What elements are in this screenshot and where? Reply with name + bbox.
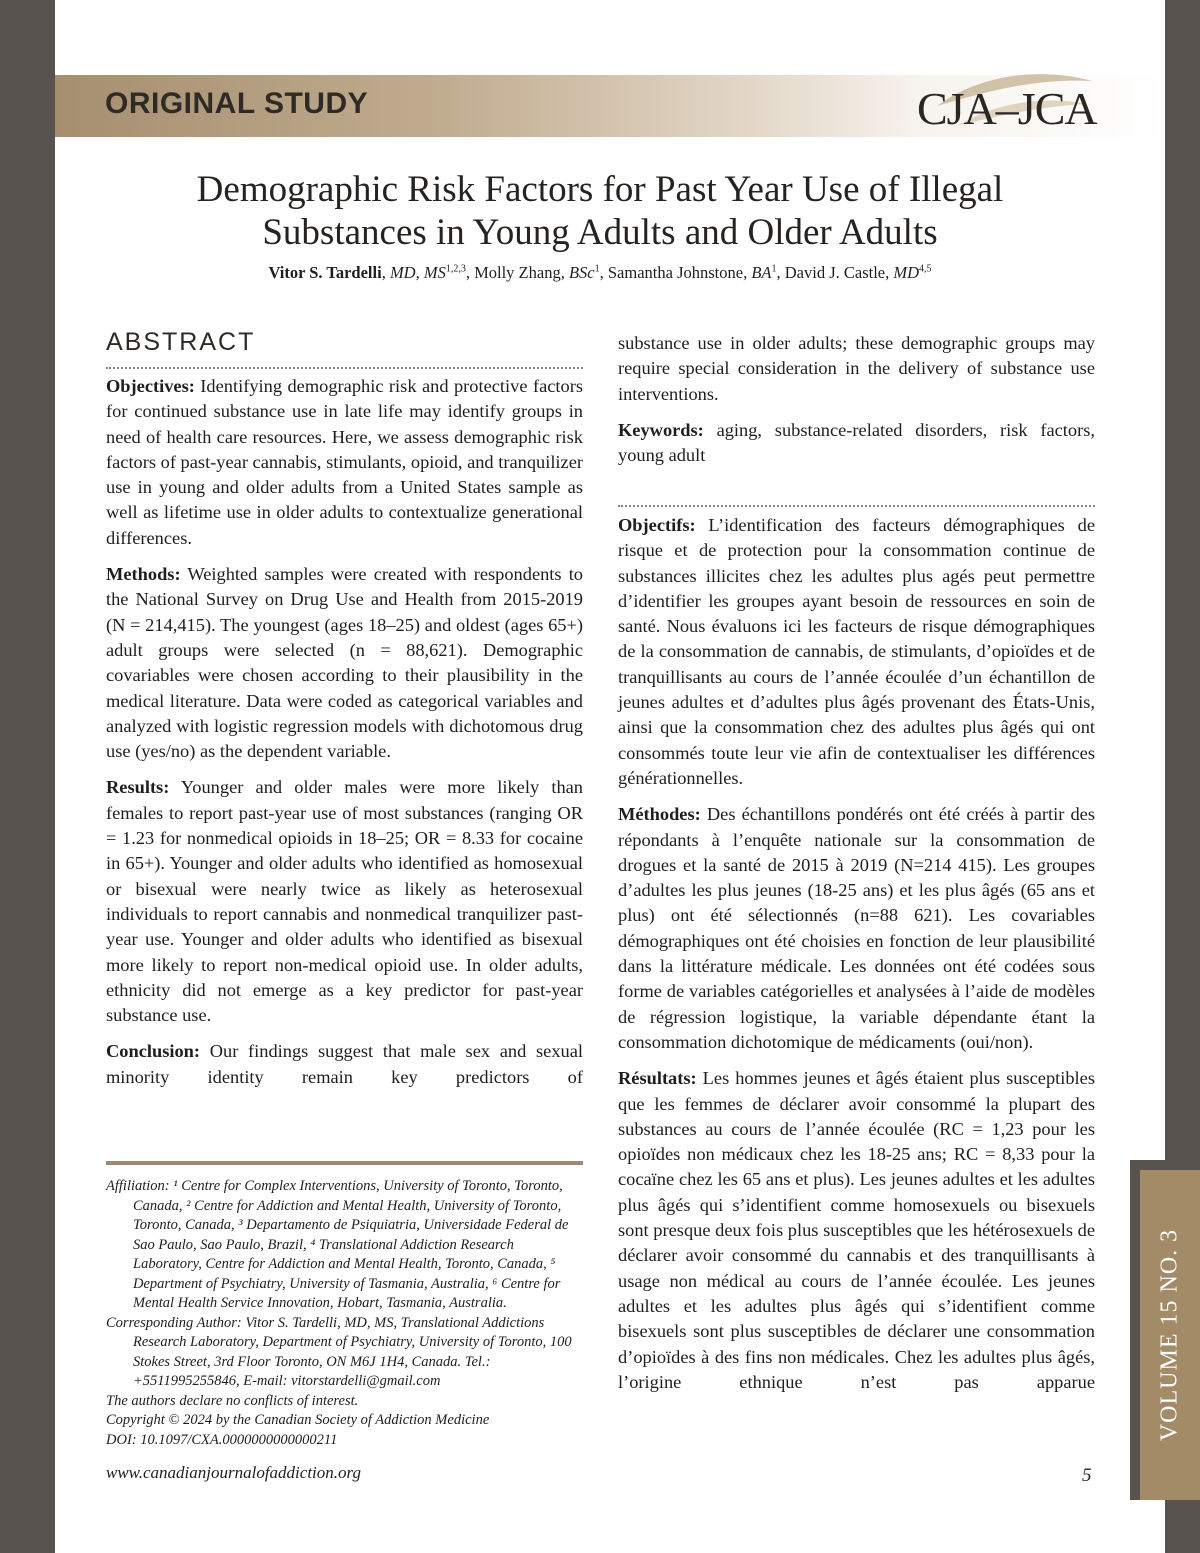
journal-logo: [917, 66, 1097, 138]
methods-paragraph: [106, 562, 583, 764]
objectives-paragraph: [106, 374, 583, 551]
affiliation-text: Affiliation: ¹ Centre for Complex Interventions, University of Toronto, Toronto, Canada, ² Centre for Addiction and Mental Health, University of Toronto, Toronto, Canada, ³ Departamento de Psiquiatria, Universidade Federal de Sao Paulo, Sao Paulo, Brazil, ⁴ Translational Addiction Research Laboratory, Centre for Addiction and Mental Health, Toronto, Canada, ⁵ Department of Psychiatry, University of Tasmania, Australia, ⁶ Centre for Mental Health Service Innovation, Hobart, Tasmania, Australia.: [106, 1178, 569, 1311]
methods-label: Methods:: [106, 564, 181, 585]
doi: DOI: 10.1097/CXA.0000000000000211: [106, 1431, 338, 1448]
resume-column: [618, 513, 1095, 1406]
affiliation-block: [106, 1177, 576, 1450]
author-list: Vitor S. Tardelli, MD, MS$^{1,2,3}$, Molly Zhang, BSc$^1$, Samantha Johnstone, $BA^1$, David J. Castle, MD$^{4,5}$: [268, 263, 932, 282]
resume-divider: [618, 505, 1095, 507]
logo-text: CJA–JCA: [917, 83, 1097, 134]
article-title: [100, 168, 1100, 254]
conclusion-continued: substance use in older adults; these demographic groups may require special consideration in the delivery of substance use interventions.: [618, 333, 1095, 404]
author-affiliation: 1,2,3: [445, 263, 466, 275]
left-page-edge: [0, 0, 55, 1553]
affiliation-rule: [106, 1161, 583, 1165]
results-text: Younger and older males were more likely than females to report past-year use of most substances (ranging OR = 1.23 for nonmedical opioids in 18–25; OR = 8.33 for cocaine in 65+). Younger and older adults who identified as homosexual or bisexual were nearly twice as likely as heterosexual individuals to report cannabis and nonmedical tranquilizer past-year use. Younger and older adults who identified as bisexual more likely to report non-medical opioid use. In older adults, ethnicity did not emerge as a key predictor for past-year substance use.: [106, 777, 583, 1026]
results-label: Results:: [106, 777, 170, 798]
author-degree: BA: [751, 263, 772, 282]
abstract-divider: [106, 367, 583, 369]
abstract-heading: ABSTRACT: [106, 328, 256, 356]
author-name: Samantha Johnstone: [607, 263, 744, 282]
title-line-2: Substances in Young Adults and Older Adults: [262, 212, 938, 253]
keywords-label: Keywords:: [618, 419, 704, 440]
author-degree: MD: [893, 263, 920, 282]
conclusion-paragraph: [106, 1039, 583, 1090]
author-name: Molly Zhang: [474, 263, 561, 282]
objectifs-label: Objectifs:: [618, 515, 696, 535]
page-number: 5: [1082, 1465, 1092, 1486]
author-affiliation: 4,5: [919, 263, 932, 275]
results-paragraph: [106, 775, 583, 1028]
methodes-text: Des échantillons pondérés ont été créés à partir des répondants à l’enquête nationale sur la consommation de drogues et la santé de 2015 à 2019 (N=214 415). Les groupes d’adultes les plus jeunes (18-25 ans) et les plus âgés (65 ans et plus) ont été sélectionnés (n=88 621). Les covariables démographiques ont été choisies en fonction de leur plausibilité dans la littérature médicale. Les données ont été codées sous forme de variables catégorielles et analysées à l’aide de modèles de régression logistique, la variable dépendante étant la consommation dichotomique de médicaments (oui/non).: [618, 804, 1095, 1052]
objectives-label: Objectives:: [106, 376, 195, 396]
copyright: Copyright © 2024 by the Canadian Society of Addiction Medicine: [106, 1412, 490, 1428]
corresponding-author: Corresponding Author: Vitor S. Tardelli, MD, MS, Translational Addictions Research Laboratory, Department of Psychiatry, University of Toronto, 100 Stokes Street, 3rd Floor Toronto, ON M6J 1H4, Canada. Tel.: +5511995255846, E-mail: vitorstardelli@gmail.com: [106, 1314, 572, 1389]
abstract-right-column: [618, 331, 1095, 479]
methodes-label: Méthodes:: [618, 804, 701, 825]
volume-label: VOLUME 15 NO. 3: [1156, 1228, 1183, 1442]
author-name: David J. Castle: [784, 263, 886, 282]
objectifs-text: L’identification des facteurs démographiques de risque et de protection pour la consommation continue de substances illicites chez les adultes plus agés peut permettre d’identifier les groupes ayant besoin de ressources en soin de santé. Nous évaluons ici les facteurs de risque démographiques de la consommation de cannabis, de stimulants, d’opioïdes et de tranquillisants au cours de l’année écoulée d’un échantillon de jeunes adultes et d’adultes plus âgés provenant des États-Unis, ainsi que la consommation chez des adultes plus âgés qui ont consommés toute leur vie afin de contextualiser les différences générationnelles.: [618, 515, 1095, 788]
keywords-text: aging, substance-related disorders, risk factors, young adult: [618, 419, 1095, 466]
volume-label-wrap: [1140, 1170, 1200, 1500]
author-degree: MD, MS: [389, 263, 446, 282]
methodes-paragraph: [618, 802, 1095, 1055]
abstract-left-column: [106, 374, 583, 1101]
author-name: Vitor S. Tardelli: [268, 263, 382, 282]
resultats-paragraph: [618, 1066, 1095, 1395]
conclusion-label: Conclusion:: [106, 1041, 201, 1062]
keywords-paragraph: [618, 418, 1095, 469]
author-affiliation: 1: [594, 263, 600, 275]
objectives-text: Identifying demographic risk and protective factors for continued substance use in late life may identify groups in need of health care resources. Here, we assess demographic risk factors of past-year cannabis, stimulants, opioid, and tranquilizer use in young and older adults from a United States sample as well as lifetime use in older adults to contextualize generational differences.: [106, 376, 583, 548]
conclusion-text: Our findings suggest that male sex and sexual minority identity remain key predictors of: [106, 1041, 583, 1087]
resultats-text: Les hommes jeunes et âgés étaient plus susceptibles que les femmes de déclarer avoir consommé la plupart des substances au cours de l’année écoulée (RC = 1,23 pour les opioïdes non médicaux chez les 18-25 ans; RC = 8,33 pour la cocaïne chez les 65 ans et plus). Les jeunes adultes et les adultes plus âgés qui s’identifient comme homosexuels ou bisexuels sont presque deux fois plus susceptibles que les hétérosexuels de déclarer avoir consommé du cannabis et des tranquillisants à usage non médical au cours de l’année écoulée. Les jeunes adultes et les adultes plus âgés qui s’identifient comme bisexuels sont plus susceptibles de déclarer une consommation d’opioïdes à des fins non médicales. Chez les adultes plus âgés, l’origine ethnique n’est pas apparue: [618, 1068, 1095, 1392]
objectifs-paragraph: [618, 513, 1095, 791]
journal-url-link[interactable]: www.canadianjournalofaddiction.org: [106, 1463, 362, 1482]
methods-text: Weighted samples were created with respondents to the National Survey on Drug Use and Health from 2015-2019 (N = 214,415). The youngest (ages 18–25) and oldest (ages 65+) adult groups were selected (n = 88,621). Demographic covariables were chosen according to their plausibility in the medical literature. Data were coded as categorical variables and analyzed with logistic regression models with dichotomous drug use (yes/no) as the dependent variable.: [106, 564, 583, 762]
conflict-statement: The authors declare no conflicts of interest.: [106, 1392, 359, 1409]
resultats-label: Résultats:: [618, 1068, 697, 1089]
section-label: ORIGINAL STUDY: [105, 87, 369, 120]
author-affiliation: 1: [771, 263, 777, 275]
title-line-1: Demographic Risk Factors for Past Year Use of Illegal: [196, 169, 1004, 210]
author-degree: BSc: [568, 263, 595, 282]
